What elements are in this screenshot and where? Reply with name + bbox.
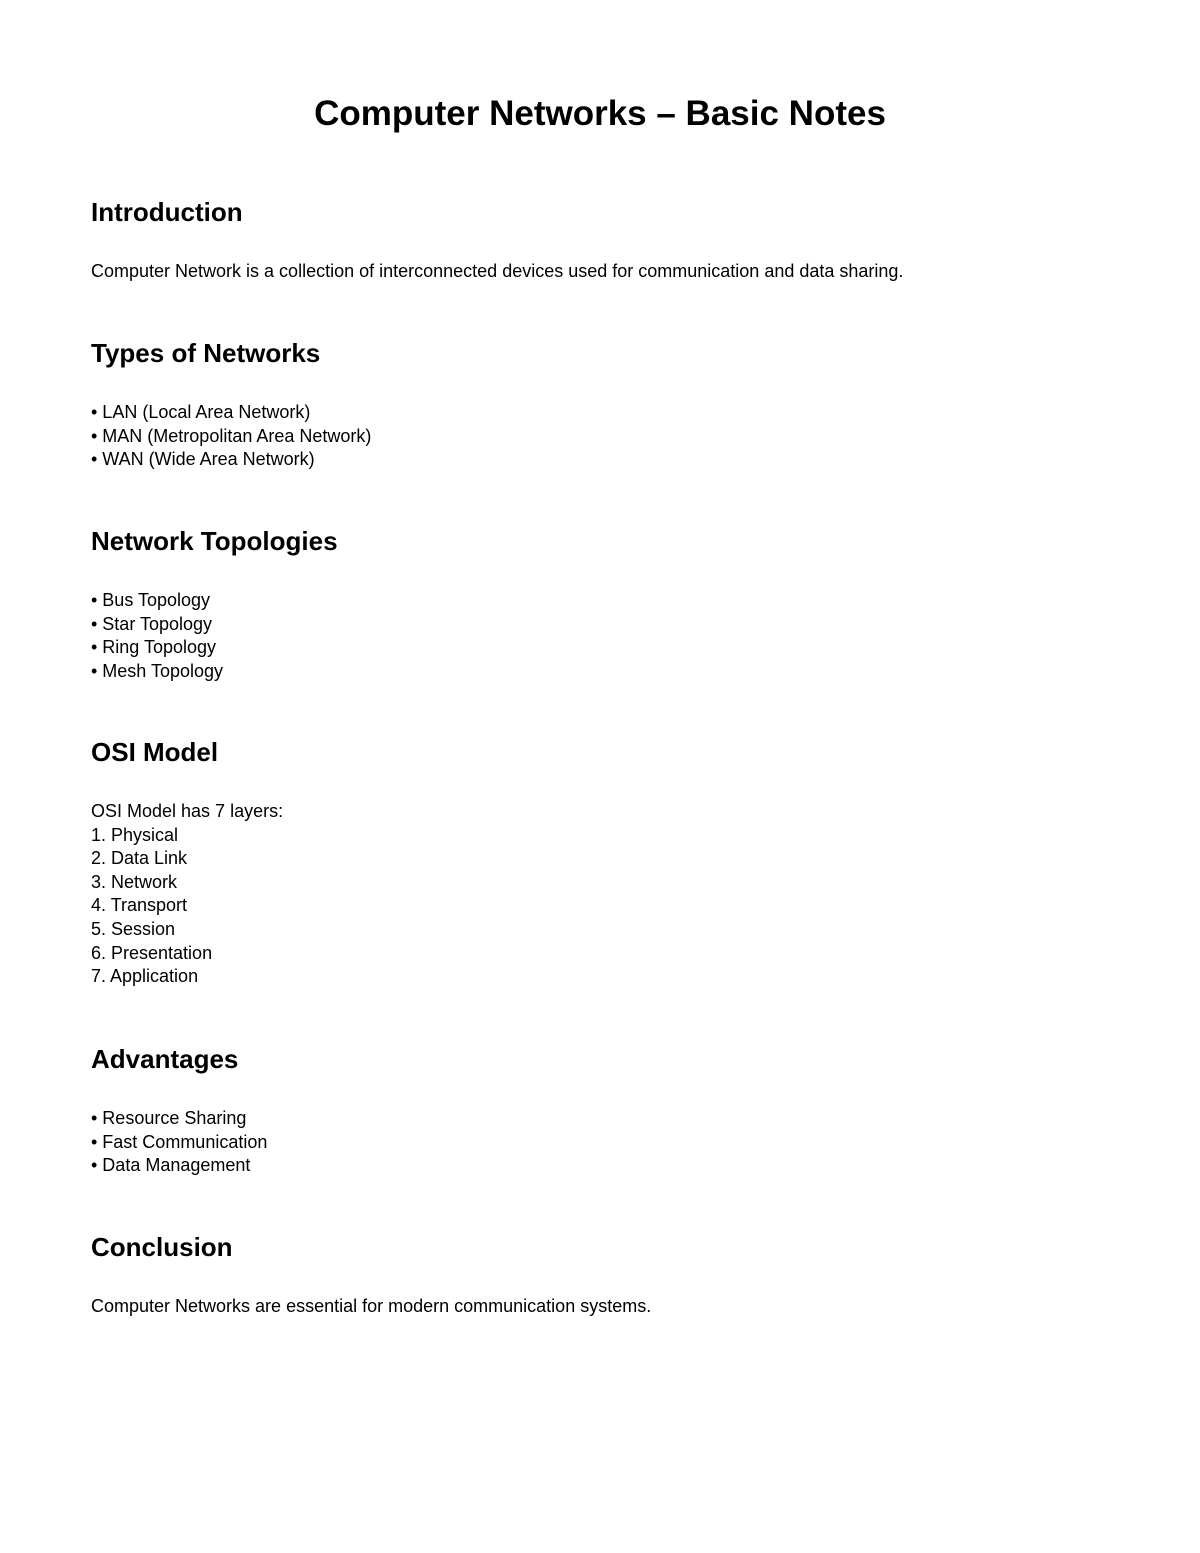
section-types-of-networks [91, 337, 1091, 470]
list-item: • Data Management [91, 1155, 251, 1176]
section-heading: Advantages [91, 1044, 239, 1074]
bullet-list [91, 589, 1091, 683]
list-item: • Bus Topology [91, 590, 211, 610]
section-advantages [91, 1043, 1091, 1176]
list-item: 5. Session [91, 918, 176, 939]
list-item: • LAN (Local Area Network) [91, 402, 311, 422]
section-heading: Introduction [91, 197, 243, 227]
bullet-list [91, 401, 1091, 472]
list-item: 6. Presentation [91, 942, 213, 963]
list-item: • Fast Communication [91, 1131, 268, 1152]
section-conclusion [91, 1231, 1091, 1316]
list-item: • Mesh Topology [91, 660, 224, 681]
list-item: • Resource Sharing [91, 1108, 247, 1128]
numbered-list [91, 800, 1091, 989]
document-title: Computer Networks – Basic Notes [314, 94, 886, 133]
list-item: 4. Transport [91, 895, 188, 916]
list-item: 1. Physical [91, 824, 179, 845]
section-osi-model [91, 736, 1091, 987]
list-item: 7. Application [91, 966, 199, 987]
paragraph-text: Computer Network is a collection of interconnected devices used for communication and data sharing. [91, 261, 904, 281]
section-introduction [91, 196, 1091, 281]
section-heading: Types of Networks [91, 338, 321, 368]
section-network-topologies [91, 525, 1091, 681]
paragraph-text: Computer Networks are essential for modern communication systems. [91, 1296, 652, 1316]
list-item: • Ring Topology [91, 637, 217, 658]
list-item: 2. Data Link [91, 848, 188, 869]
section-heading: Conclusion [91, 1232, 233, 1262]
list-item: • MAN (Metropolitan Area Network) [91, 425, 372, 446]
section-heading: Network Topologies [91, 526, 338, 556]
section-heading: OSI Model [91, 737, 219, 767]
bullet-list [91, 1107, 1091, 1178]
list-item: • WAN (Wide Area Network) [91, 449, 315, 470]
list-intro: OSI Model has 7 layers: [91, 801, 284, 821]
list-item: 3. Network [91, 871, 178, 892]
section-paragraph [91, 260, 1091, 284]
list-item: • Star Topology [91, 613, 213, 634]
section-paragraph [91, 1295, 1091, 1319]
